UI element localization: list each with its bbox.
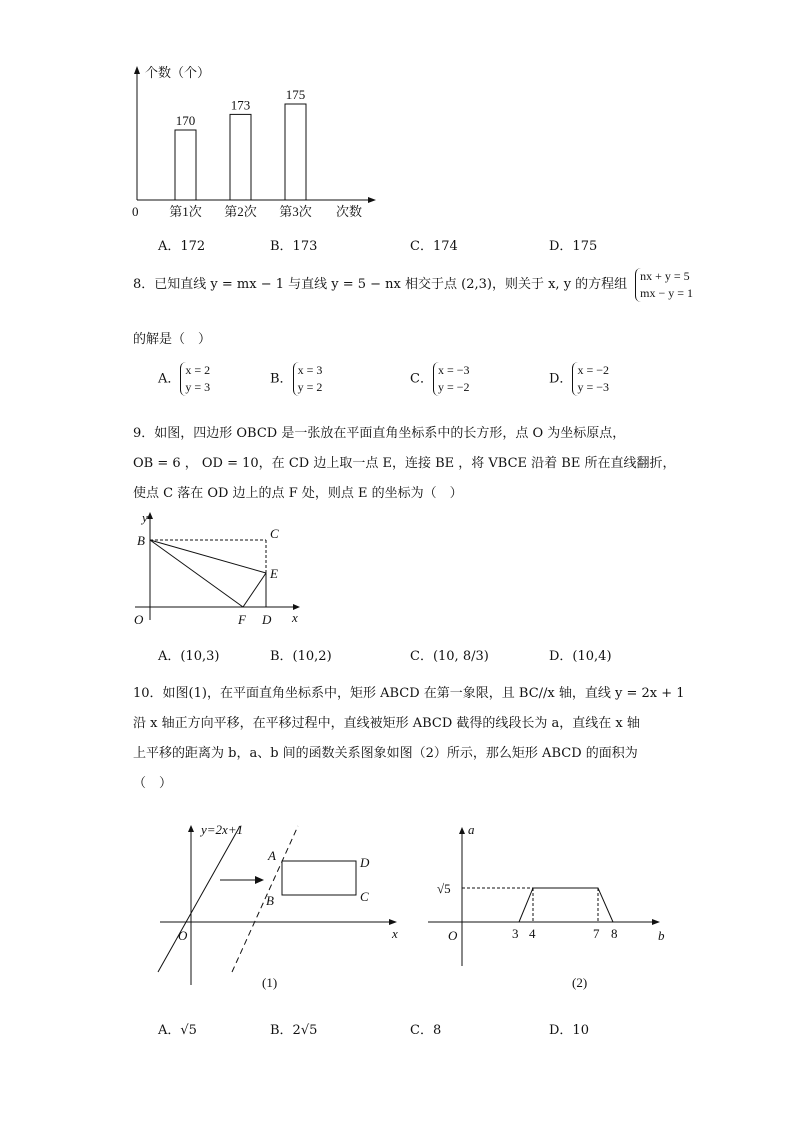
tick-label: 8 bbox=[611, 926, 618, 941]
caption: (2) bbox=[572, 975, 588, 990]
x-axis-label: 次数 bbox=[336, 204, 363, 219]
q7-option-d[interactable]: D．175 bbox=[549, 239, 598, 254]
q9-option-c[interactable]: C．(10, 8/3) bbox=[410, 649, 489, 664]
tick-label: 7 bbox=[593, 926, 600, 941]
q10-question-line: （ ） bbox=[133, 776, 173, 791]
label-x: x bbox=[392, 926, 398, 941]
q8-question: 8．已知直线 y = mx − 1 与直线 y = 5 − nx 相交于点 (2,3)，则关于 x, y 的方程组 bbox=[133, 277, 628, 292]
y-axis-label: 个数（个） bbox=[145, 65, 211, 80]
tick-label: 3 bbox=[512, 926, 519, 941]
label-b: B bbox=[137, 533, 145, 548]
q10-question-line: 上平移的距离为 b，a、b 间的函数关系图象如图（2）所示，那么矩形 ABCD 的面积为 bbox=[133, 746, 638, 761]
q7-option-a[interactable]: A．172 bbox=[158, 239, 206, 254]
q8-system: nx + y = 5 mx − y = 1 bbox=[635, 268, 693, 302]
caption: (1) bbox=[262, 975, 278, 990]
label-x: x bbox=[292, 610, 298, 625]
tick-label: 4 bbox=[529, 926, 536, 941]
bar-value-label: 175 bbox=[285, 87, 306, 102]
line-label: y=2x+1 bbox=[201, 822, 244, 837]
label-a: a bbox=[468, 822, 475, 837]
q9-question-line: 9．如图，四边形 OBCD 是一张放在平面直角坐标系中的长方形，点 O 为坐标原点， bbox=[133, 426, 626, 441]
category-label: 第3次 bbox=[279, 204, 312, 219]
q8-option-a[interactable]: A．x = 2 y = 3 bbox=[158, 363, 211, 394]
q9-option-d[interactable]: D．(10,4) bbox=[549, 649, 612, 664]
q9-question-line: 使点 C 落在 OD 边上的点 F 处，则点 E 的坐标为（ ） bbox=[133, 486, 463, 501]
origin-label: 0 bbox=[132, 204, 139, 219]
q7-option-b[interactable]: B．173 bbox=[270, 239, 318, 254]
x-arrow-icon bbox=[652, 919, 660, 925]
bar-value-label: 173 bbox=[230, 97, 251, 113]
q8-option-b[interactable]: B．x = 3 y = 2 bbox=[270, 363, 323, 394]
label-sqrt5: √5 bbox=[437, 881, 451, 896]
q8-option-c[interactable]: C．x = −3 y = −2 bbox=[410, 363, 470, 394]
q10-question-line: 沿 x 轴正方向平移，在平移过程中，直线被矩形 ABCD 截得的线段长为 a，直线在 x 轴 bbox=[133, 716, 640, 731]
label-a: A bbox=[268, 848, 276, 863]
category-label: 第2次 bbox=[224, 204, 257, 219]
q8-option-d[interactable]: D．x = −2 y = −3 bbox=[549, 363, 609, 394]
y-arrow-icon bbox=[459, 827, 465, 834]
label-c: C bbox=[270, 526, 279, 541]
label-b: b bbox=[658, 928, 665, 943]
label-f: F bbox=[238, 612, 246, 627]
label-o: O bbox=[448, 928, 458, 943]
category-label: 第1次 bbox=[169, 204, 202, 219]
q10-option-a[interactable]: A．√5 bbox=[158, 1023, 197, 1038]
label-d: D bbox=[262, 612, 272, 627]
label-d: D bbox=[360, 855, 370, 870]
q7-option-c[interactable]: C．174 bbox=[410, 239, 458, 254]
bar-value-label: 170 bbox=[175, 113, 196, 128]
label-o: O bbox=[134, 612, 144, 627]
q10-option-c[interactable]: C．8 bbox=[410, 1023, 442, 1038]
q9-option-a[interactable]: A．(10,3) bbox=[158, 649, 220, 664]
label-o: O bbox=[178, 928, 188, 943]
q10-option-b[interactable]: B．2√5 bbox=[270, 1023, 318, 1038]
q10-question-line: 10．如图(1)，在平面直角坐标系中，矩形 ABCD 在第一象限，且 BC//x 轴，直线 y = 2x + 1 bbox=[133, 686, 685, 701]
q10-option-d[interactable]: D．10 bbox=[549, 1023, 589, 1038]
label-e: E bbox=[270, 566, 278, 581]
label-c: C bbox=[360, 889, 369, 904]
label-b: B bbox=[266, 893, 274, 908]
label-y: y bbox=[142, 510, 148, 525]
q8-question-end: 的解是（ ） bbox=[133, 332, 212, 347]
q9-question-line: OB = 6 ， OD = 10，在 CD 边上取一点 E，连接 BE ，将 VBCE 沿着 BE 所在直线翻折， bbox=[133, 456, 676, 471]
q9-option-b[interactable]: B．(10,2) bbox=[270, 649, 332, 664]
